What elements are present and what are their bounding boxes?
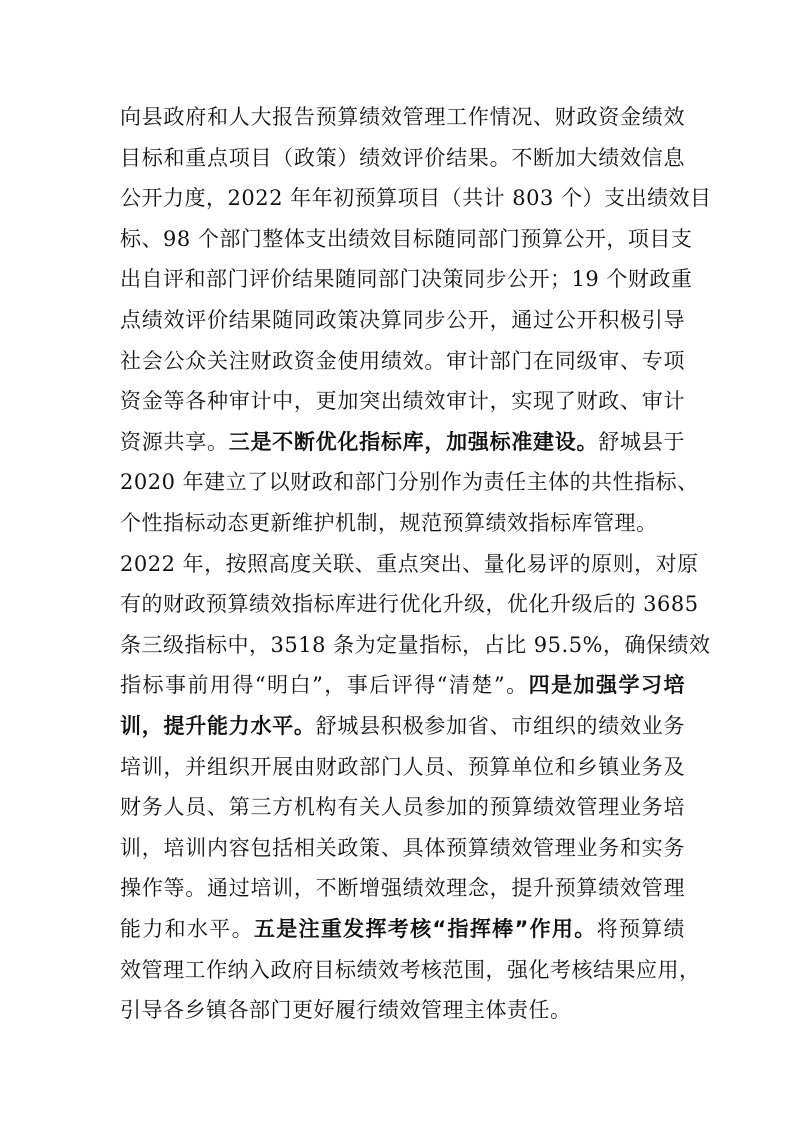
text-line [120,711,685,741]
text-line [120,467,699,497]
text-line [120,792,685,822]
text-run: 目标和重点项目（政策）绩效评价结果。不断加大绩效信息 [120,145,685,170]
text-line [120,427,685,457]
text-line [120,873,685,903]
text-line [120,589,699,619]
text-line [120,346,685,376]
text-line [120,549,699,579]
bold-heading-text: 训，提升能力水平。 [120,714,316,738]
text-line [120,305,685,335]
text-line [120,995,685,1025]
text-line [120,914,685,944]
text-line [120,224,693,254]
text-run: 财务人员、第三方机构有关人员参加的预算绩效管理业务培 [120,795,685,820]
text-run: 训，培训内容包括相关政策、具体预算绩效管理业务和实务 [120,835,685,860]
bold-heading-text: 四是加强学习培 [528,673,685,698]
text-run: 有的财政预算绩效指标库进行优化升级，优化升级后的 3685 [120,592,699,617]
text-run: 点绩效评价结果随同政策决算同步公开，通过公开积极引导 [120,308,685,332]
text-run: 效管理工作纳入政府目标绩效考核范围，强化考核结果应用， [120,957,701,982]
text-run: 能力和水平。 [120,917,254,941]
text-run: 标、98 个部门整体支出绩效目标随同部门预算公开，项目支 [120,226,693,251]
text-run: 资金等各种审计中，更加突出绩效审计，实现了财政、审计 [120,389,685,414]
text-run: 资源共享。 [120,429,229,454]
text-run: 出自评和部门评价结果随同部门决策同步公开；19 个财政重 [120,267,693,292]
text-line [120,508,685,538]
text-line [120,955,701,985]
text-run: 舒城县积极参加省、市组织的绩效业务 [315,714,686,738]
text-line [120,264,693,294]
text-line [120,143,685,173]
text-run: 公开力度，2022 年年初预算项目（共计 803 个）支出绩效目 [120,186,712,211]
text-run: 2020 年建立了以财政和部门分别作为责任主体的共性指标、 [120,470,699,495]
text-line [120,833,685,863]
text-run: 指标事前用得“明白”，事后评得“清楚”。 [120,673,529,698]
text-run: 向县政府和人大报告预算绩效管理工作情况、财政资金绩效 [120,105,685,129]
text-run: 2022 年，按照高度关联、重点突出、量化易评的原则，对原 [120,551,699,576]
text-run: 个性指标动态更新维护机制，规范预算绩效指标库管理。 [120,511,658,535]
text-run: 条三级指标中，3518 条为定量指标，占比 95.5%，确保绩效 [120,632,711,657]
text-line [120,752,685,782]
text-run: 培训，并组织开展由财政部门人员、预算单位和乡镇业务及 [120,754,685,779]
bold-heading-text: 三是不断优化指标库，加强标准建设。 [228,429,599,454]
text-line [120,386,685,416]
text-line [120,102,685,132]
text-run: 操作等。通过培训，不断增强绩效理念，提升预算绩效管理 [120,876,685,901]
text-line [120,183,712,213]
text-line [120,670,685,700]
text-line [120,630,711,660]
text-run: 将预算绩 [596,917,686,941]
text-run: 引导各乡镇各部门更好履行绩效管理主体责任。 [120,998,572,1023]
bold-heading-text: 五是注重发挥考核“指挥棒”作用。 [253,917,597,941]
text-run: 舒城县于 [598,429,686,454]
text-run: 社会公众关注财政资金使用绩效。审计部门在同级审、专项 [120,348,685,373]
